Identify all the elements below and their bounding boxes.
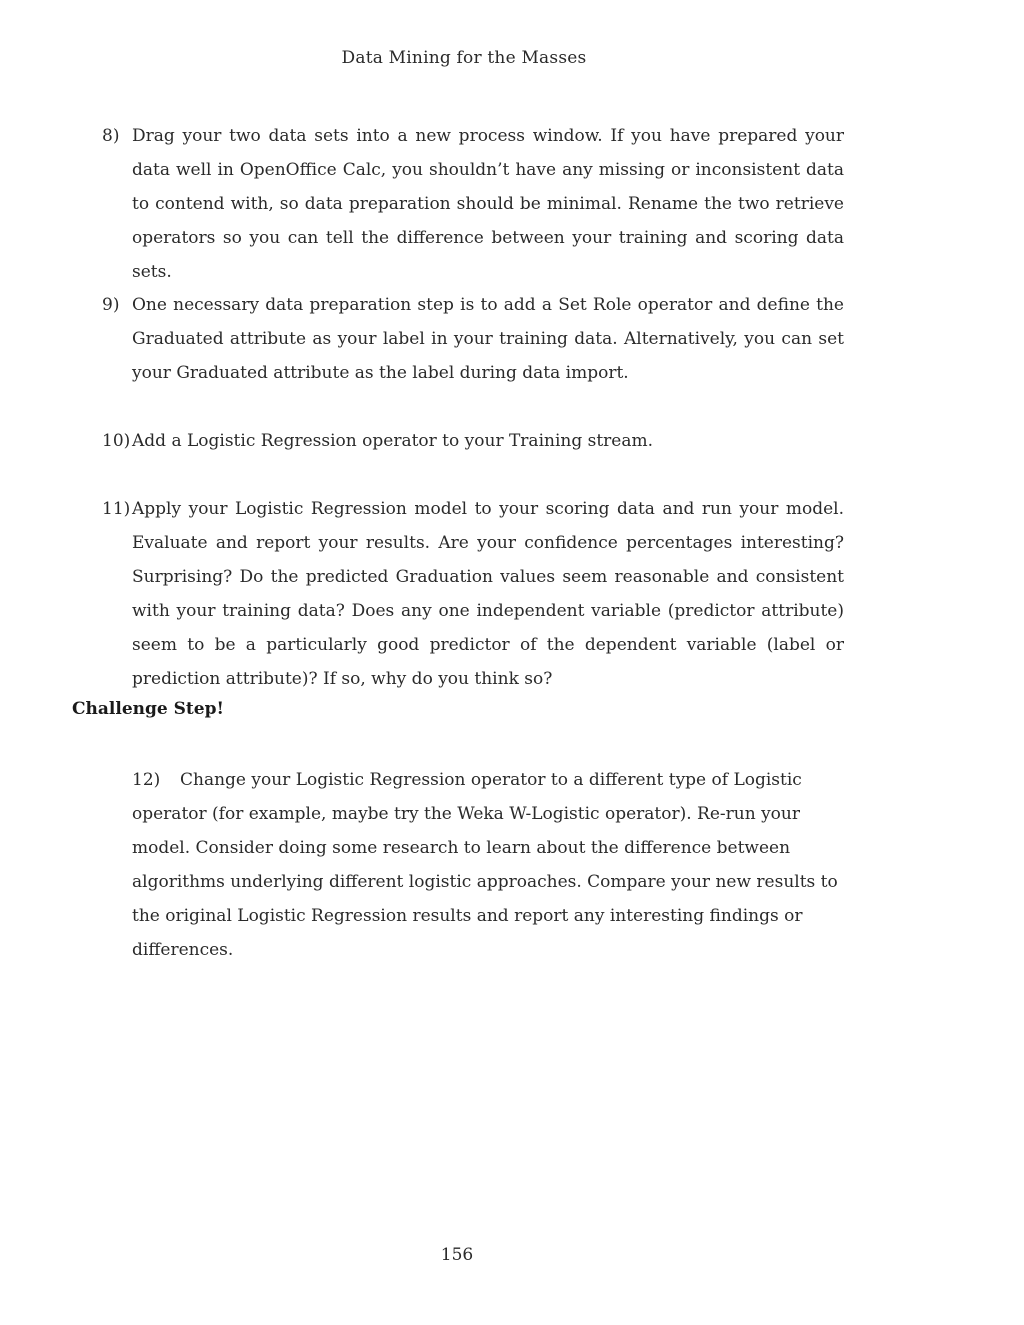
step-number: 9) [102, 295, 120, 315]
step-number: 8) [102, 126, 120, 146]
step-number: 10) [102, 431, 131, 451]
page-number: 156 [440, 1245, 474, 1265]
challenge-heading: Challenge Step! [72, 699, 224, 719]
step-number: 12) [132, 770, 161, 790]
running-header: Data Mining for the Masses [341, 48, 587, 68]
step-text: Add a Logistic Regression operator to your Training stream. [132, 431, 654, 451]
step-number: 11) [102, 499, 131, 519]
step-text: Drag your two data sets into a new process window. If you have prepared your data well in OpenOffice Calc, you shouldn’t have any missing or inconsistent data to contend with, so data preparation should be minimal. Rename the two retrieve operators so you can tell the difference between your training and scoring data sets. [132, 126, 844, 282]
step-8 [102, 119, 844, 289]
step-9 [102, 288, 844, 390]
step-text: Change your Logistic Regression operator to a different type of Logistic operator (for example, maybe try the Weka W-Logistic operator). Re-run your model. Consider doing some research to learn about the difference between algorithms underlying different logistic approaches. Compare your new results to the original Logistic Regression results and report any interesting findings or differences. [132, 770, 838, 960]
challenge-step-12 [132, 763, 838, 967]
step-text: One necessary data preparation step is to add a Set Role operator and define the Graduated attribute as your label in your training data. Alternatively, you can set your Graduated attribute as the label during data import. [132, 295, 844, 383]
step-11 [102, 492, 844, 696]
step-10 [102, 424, 844, 458]
step-text: Apply your Logistic Regression model to your scoring data and run your model. Evaluate and report your results. Are your confidence percentages interesting? Surprising? Do the predicted Graduation values seem reasonable and consistent with your training data? Does any one independent variable (predictor attribute) seem to be a particularly good predictor of the dependent variable (label or prediction attribute)? If so, why do you think so? [132, 499, 844, 689]
